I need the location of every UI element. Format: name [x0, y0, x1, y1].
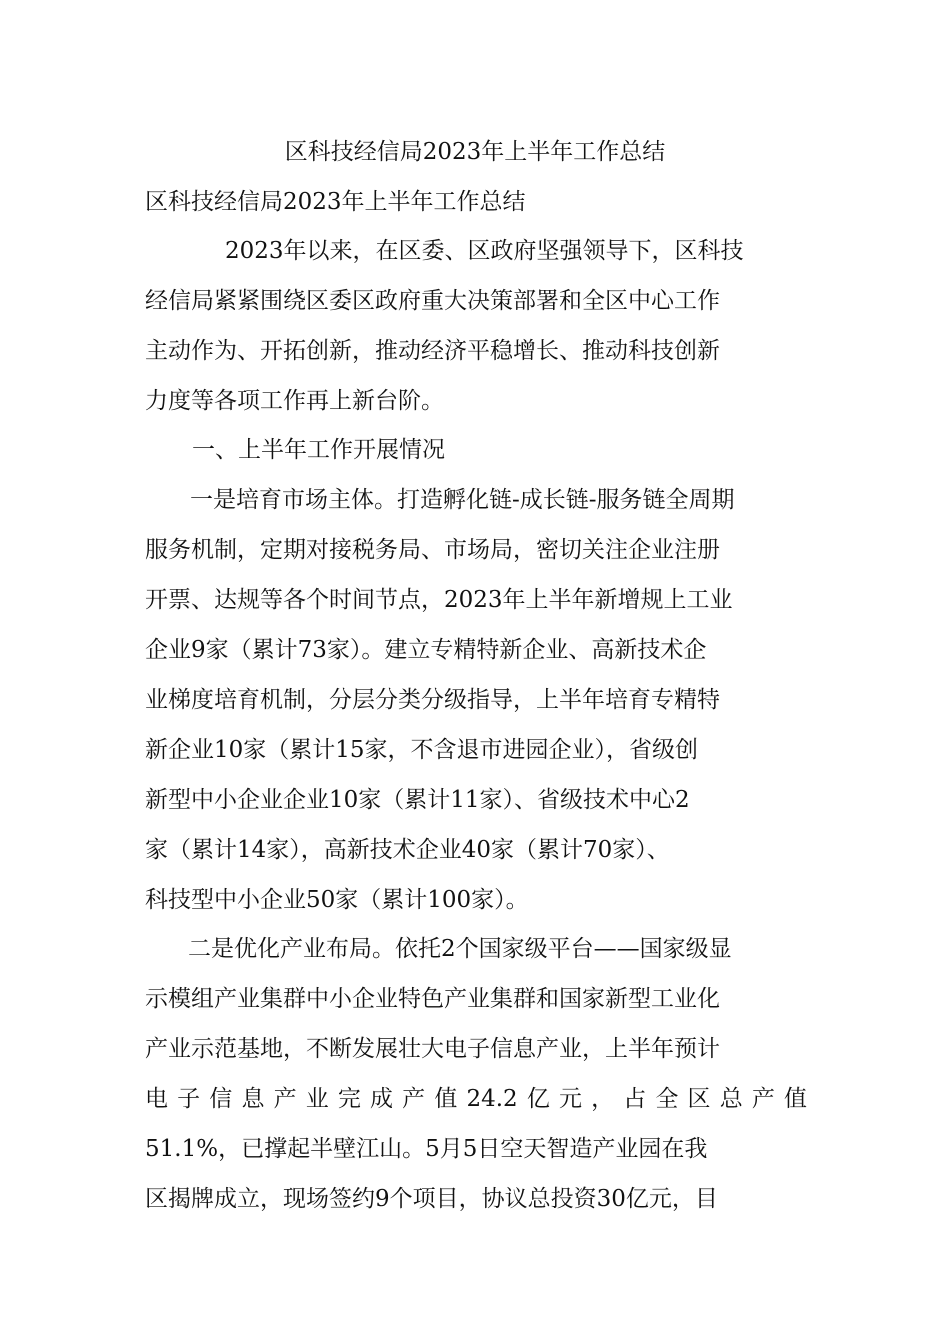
paragraph-line: 新型中小企业企业10家（累计11家）、省级技术中心2 — [145, 787, 690, 813]
paragraph-line: 产业示范基地，不断发展壮大电子信息产业，上半年预计 — [145, 1036, 720, 1062]
document-title: 区科技经信局2023年上半年工作总结 — [284, 139, 666, 165]
paragraph-line: 家（累计14家），高新技术企业40家（累计70家）、 — [145, 837, 670, 863]
paragraph-line: 力度等各项工作再上新台阶。 — [145, 388, 444, 414]
paragraph-line: 示模组产业集群中小企业特色产业集群和国家新型工业化 — [145, 986, 720, 1012]
paragraph-line: 电子信息产业完成产值24.2亿元，占全区总产值 — [145, 1086, 807, 1112]
paragraph-line: 新企业10家（累计15家，不含退市进园企业），省级创 — [145, 737, 699, 763]
paragraph-line: 2023年以来，在区委、区政府坚强领导下，区科技 — [225, 238, 744, 264]
paragraph-line: 开票、达规等各个时间节点，2023年上半年新增规上工业 — [145, 587, 733, 613]
paragraph-line: 二是优化产业布局。依托2个国家级平台——国家级显 — [188, 936, 732, 962]
paragraph-line: 服务机制，定期对接税务局、市场局，密切关注企业注册 — [145, 537, 720, 563]
paragraph-line: 51.1%，已撑起半壁江山。5月5日空天智造产业园在我 — [145, 1136, 708, 1162]
paragraph-line: 企业9家（累计73家）。建立专精特新企业、高新技术企 — [145, 637, 707, 663]
section-heading: 一、上半年工作开展情况 — [192, 437, 445, 463]
paragraph-line: 区揭牌成立，现场签约9个项目，协议总投资30亿元，目 — [145, 1186, 718, 1212]
paragraph-line: 主动作为、开拓创新，推动经济平稳增长、推动科技创新 — [145, 338, 720, 364]
paragraph-line: 经信局紧紧围绕区委区政府重大决策部署和全区中心工作 — [145, 288, 720, 314]
paragraph-line: 科技型中小企业50家（累计100家）。 — [145, 887, 529, 913]
paragraph-line: 一是培育市场主体。打造孵化链-成长链-服务链全周期 — [190, 487, 735, 513]
paragraph-line: 业梯度培育机制，分层分类分级指导，上半年培育专精特 — [145, 687, 720, 713]
document-subtitle: 区科技经信局2023年上半年工作总结 — [145, 189, 526, 215]
